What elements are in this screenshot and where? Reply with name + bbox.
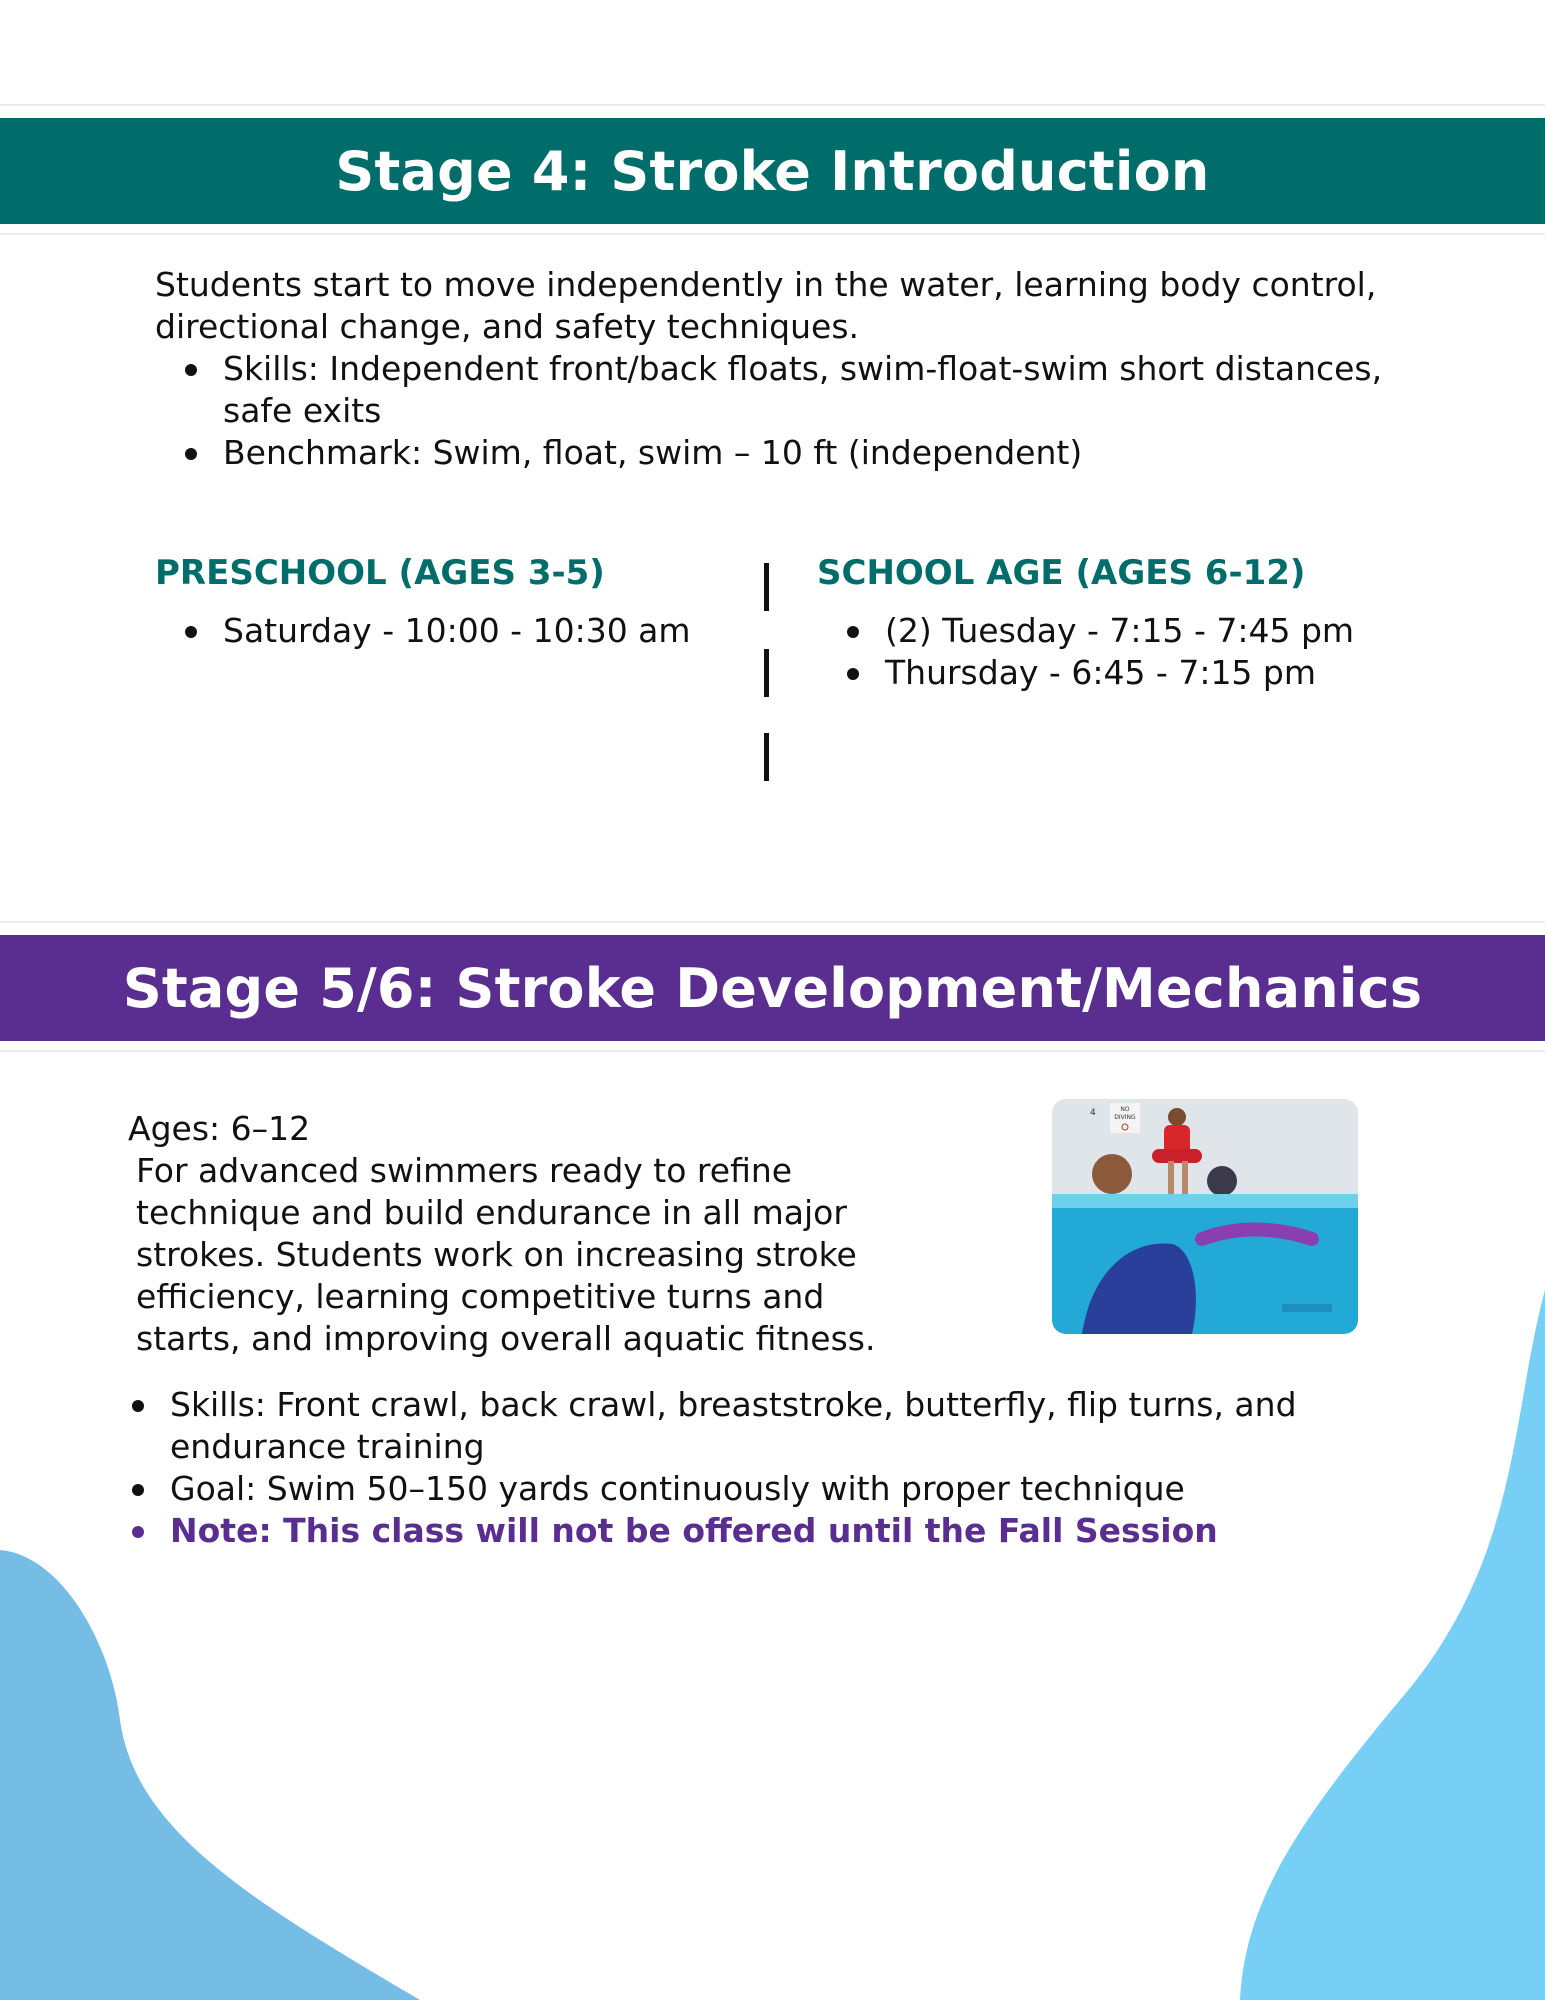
preschool-heading: PRESCHOOL (AGES 3-5): [155, 553, 605, 593]
stage4-intro: [155, 264, 1395, 474]
bullet-icon: [132, 1526, 144, 1538]
swim-lesson-icon: [1052, 1099, 1358, 1334]
note-item: Note: This class will not be offered until the Fall Session: [128, 1510, 1368, 1552]
bullet-icon: [847, 626, 859, 638]
svg-text:4: 4: [1090, 1108, 1096, 1118]
preschool-schedule: [155, 552, 745, 652]
column-divider: [764, 563, 769, 611]
list-item: Goal: Swim 50–150 yards continuously with proper technique: [128, 1468, 1368, 1510]
top-divider: [0, 104, 1545, 106]
stage4-title: Stage 4: Stroke Introduction: [335, 139, 1210, 203]
stage56-divider: [0, 1050, 1545, 1052]
list-item: Skills: Independent front/back floats, swim-float-swim short distances, safe exits: [155, 348, 1395, 432]
column-divider: [764, 649, 769, 697]
bullet-icon: [185, 448, 197, 460]
swim-lesson-photo: [1052, 1099, 1358, 1334]
list-item: Skills: Front crawl, back crawl, breaststroke, butterfly, flip turns, and endurance training: [128, 1384, 1368, 1468]
school-age-heading: SCHOOL AGE (AGES 6-12): [817, 553, 1306, 593]
column-divider: [764, 733, 769, 781]
bullet-icon: [132, 1400, 144, 1412]
list-item: Thursday - 6:45 - 7:15 pm: [817, 652, 1417, 694]
stage4-bullets: [155, 348, 1395, 474]
bullet-icon: [185, 364, 197, 376]
svg-text:NO: NO: [1120, 1106, 1130, 1113]
bullet-icon: [185, 626, 197, 638]
list-item: Benchmark: Swim, float, swim – 10 ft (independent): [155, 432, 1395, 474]
left-water-blob: [0, 1550, 420, 2000]
list-item: (2) Tuesday - 7:15 - 7:45 pm: [817, 610, 1417, 652]
list-item: Saturday - 10:00 - 10:30 am: [155, 610, 745, 652]
stage56-intro: [128, 1108, 928, 1360]
stage4-description: Students start to move independently in the water, learning body control, directional change, and safety techniques.: [155, 265, 1377, 346]
bullet-icon: [847, 668, 859, 680]
stage56-ages: Ages: 6–12: [128, 1109, 311, 1148]
stage56-description: For advanced swimmers ready to refine technique and build endurance in all major strokes. Students work on increasing stroke efficiency, learning competitive turns and starts, and improving overall aquatic fitness.: [136, 1151, 876, 1358]
stage4-divider: [0, 233, 1545, 235]
school-age-schedule: [817, 552, 1417, 694]
stage56-banner: [0, 935, 1545, 1041]
section-divider: [0, 921, 1545, 923]
bullet-icon: [132, 1484, 144, 1496]
stage56-list: [128, 1384, 1368, 1552]
stage4-banner: [0, 118, 1545, 224]
stage56-title: Stage 5/6: Stroke Development/Mechanics: [122, 956, 1423, 1020]
svg-text:DIVING: DIVING: [1114, 1114, 1136, 1121]
